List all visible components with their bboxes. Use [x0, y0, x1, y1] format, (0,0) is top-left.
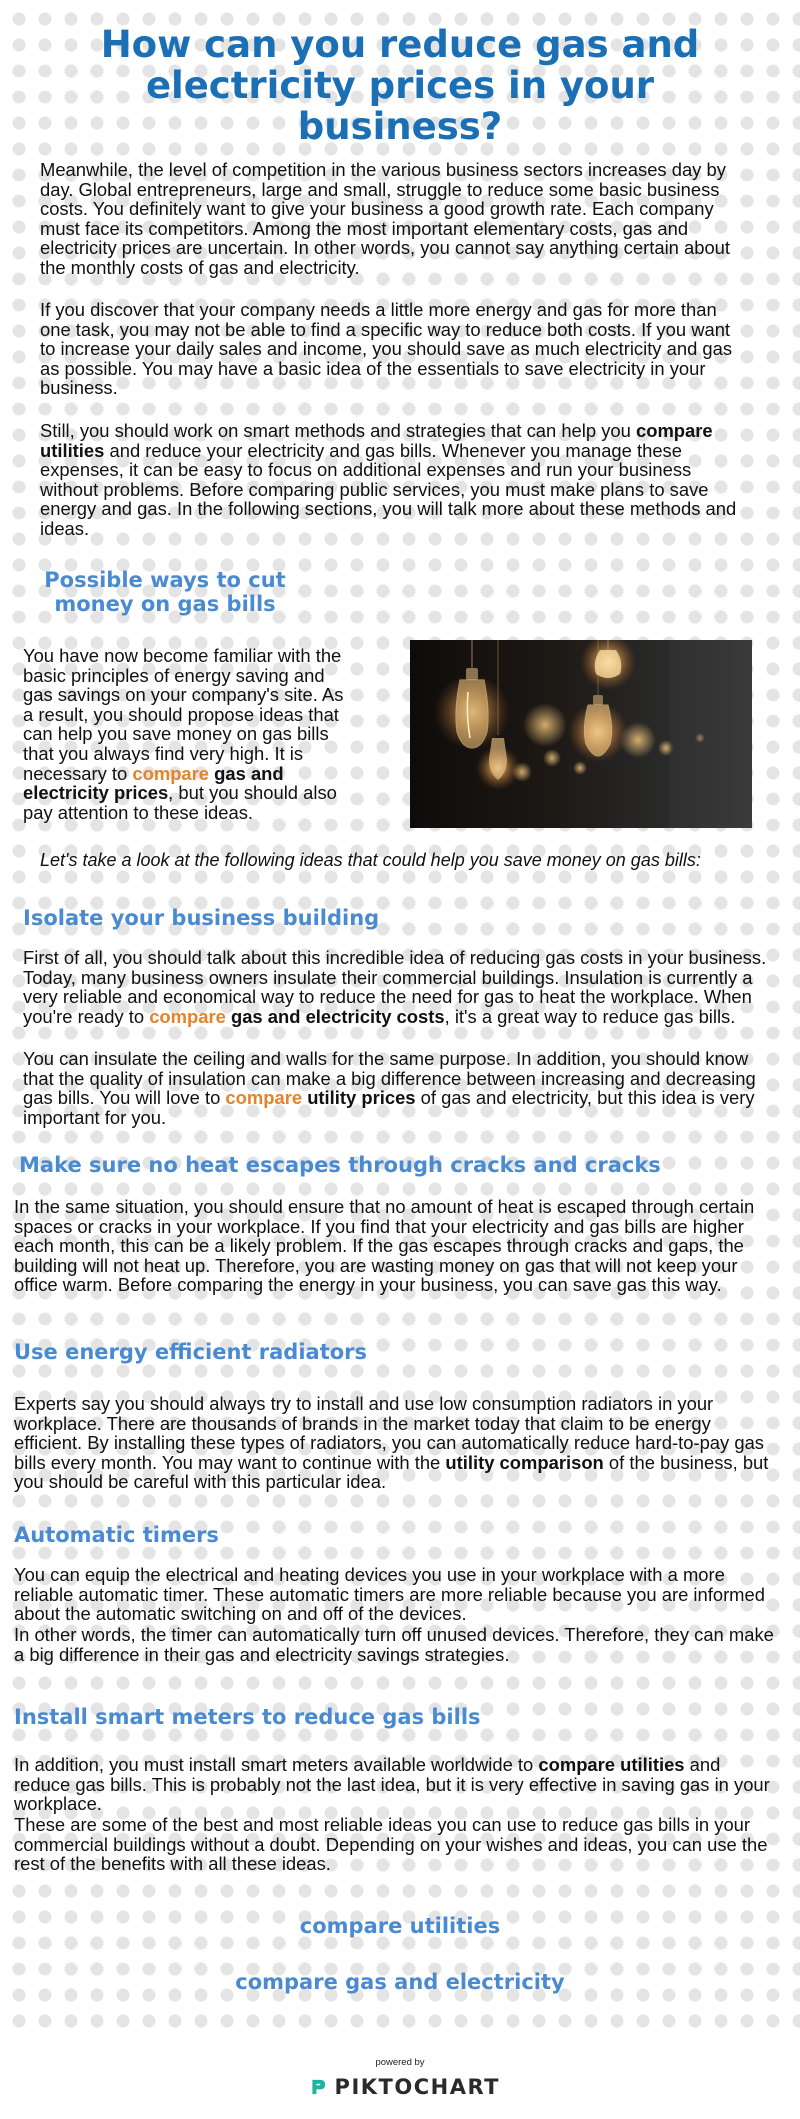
heading-isolate: Isolate your business building — [23, 906, 380, 930]
hanging-bulbs-photo — [410, 640, 752, 828]
isolate-paragraph-2 — [23, 1049, 775, 1127]
piktochart-brand[interactable] — [310, 2072, 500, 2102]
page-title-line-1: How can you reduce gas and — [100, 23, 700, 66]
timers-paragraph-1: You can equip the electrical and heating devices you use in your workplace with a more reliable automatic timer. These automatic timers are more reliable because you are informed about the automatic switching on and off of the devices. — [14, 1564, 765, 1625]
intro-p3-text-b: and reduce your electricity and gas bills. Whenever you manage these expenses, it can be easy to focus on additional expenses and run your business without problems. Before comparing public services, you must make plans to save energy and gas. In the following sections, you will talk more about these methods and ideas. — [40, 439, 737, 539]
compare-link-2[interactable]: compare — [149, 1005, 226, 1027]
compare-utilities-link[interactable]: compare utilities — [299, 1914, 501, 1938]
intro-paragraph-3 — [40, 421, 748, 539]
gas-electricity-costs-bold: gas and electricity costs — [225, 1005, 445, 1027]
heading-cracks: Make sure no heat escapes through cracks and cracks — [19, 1153, 661, 1177]
compare-utilities-bold: compare utilities — [40, 420, 713, 461]
bulbs-illustration — [410, 640, 752, 828]
powered-by-label: powered by — [375, 2057, 425, 2068]
possible-ways-text-b: , but you should also pay attention to these ideas. — [23, 782, 337, 823]
intro-paragraph-1: Meanwhile, the level of competition in the various business sectors increases day by day. Global entrepreneurs, large and small, struggle to reduce some basic business costs. You definitely want to give your business a good growth rate. Each company must face its competitors. Among the most important elementary costs, gas and electricity prices are uncertain. In other words, you cannot say anything certain about the monthly costs of gas and electricity. — [40, 159, 731, 278]
meters-paragraph-1 — [14, 1755, 776, 1814]
cracks-paragraph: In the same situation, you should ensure that no amount of heat is escaped through certain spaces or cracks in your workplace. If you find that your electricity and gas bills are higher each month, this can be a likely problem. If the gas escapes through cracks and gaps, the building will not heat up. Therefore, you are wasting money on gas that will not keep your office warm. Before comparing the energy in your business, you can save gas this way. — [14, 1196, 755, 1296]
radiators-text-a: Experts say you should always try to install and use low consumption radiators in your workplace. There are thousands of brands in the market today that claim to be energy efficient. By installing these types of radiators, you can automatically reduce hard-to-pay gas bills every month. You may want to continue with the — [14, 1393, 764, 1473]
radiators-text-b: of the business, but you should be careful with this particular idea. — [14, 1451, 769, 1493]
timers-paragraph-2: In other words, the timer can automatically turn off unused devices. Therefore, they can make a big difference in their gas and electricity savings strategies. — [14, 1624, 774, 1665]
heading-smart-meters: Install smart meters to reduce gas bills — [14, 1705, 481, 1729]
isolate-p2-text-b: of gas and electricity, but this idea is very important for you. — [23, 1087, 755, 1128]
compare-link-3[interactable]: compare — [225, 1087, 303, 1109]
ideas-intro-italic: Let's take a look at the following ideas that could help you save money on gas bills: — [40, 850, 701, 870]
heading-possible-ways-line-2: money on gas bills — [54, 592, 276, 616]
heading-possible-ways — [30, 568, 300, 616]
radiators-paragraph — [14, 1394, 776, 1492]
intro-p3-text-a: Still, you should work on smart methods and strategies that can help you — [40, 420, 636, 441]
isolate-paragraph-1 — [23, 948, 775, 1026]
meters-p1-text-b: and reduce gas bills. This is probably not the last idea, but it is very effective in saving gas in your workplace. — [14, 1754, 770, 1815]
page-title-line-2: electricity prices in your — [145, 64, 655, 107]
heading-timers: Automatic timers — [14, 1523, 219, 1547]
meters-p1-text-a: In addition, you must install smart meters available worldwide to — [14, 1754, 539, 1775]
isolate-p2-text-a: You can insulate the ceiling and walls for the same purpose. In addition, you should know that the quality of insulation can make a big difference between increasing and decreasing gas bills. You will love to — [23, 1048, 756, 1109]
utility-comparison-bold: utility comparison — [445, 1451, 604, 1473]
intro-paragraph-2: If you discover that your company needs a little more energy and gas for more than one task, you may not be able to find a specific way to reduce both costs. If you want to increase your daily sales and income, you should save as much electricity and gas as possible. You may have a basic idea of the essentials to save electricity in your business. — [40, 299, 733, 399]
gas-electricity-prices-bold: gas and electricity prices — [23, 762, 284, 804]
possible-ways-text-a: You have now become familiar with the basic principles of energy saving and gas savings on your company's site. As a result, you should propose ideas that can help you save money on gas bills that you always find very high. It is necessary to — [23, 645, 344, 784]
isolate-p1-text-b: , it's a great way to reduce gas bills. — [444, 1005, 736, 1027]
compare-link[interactable]: compare — [132, 762, 210, 784]
isolate-p1-text-a: First of all, you should talk about this incredible idea of reducing gas costs in your business. Today, many business owners insulate their commercial buildings. Insulation is currently a very reliable and economical way to reduce the need for gas to heat the workplace. When you're ready to — [23, 947, 767, 1027]
meters-paragraph-2: These are some of the best and most reliable ideas you can use to reduce gas bills in your commercial buildings without a doubt. Depending on your wishes and ideas, you can use the rest of the benefits with all these ideas. — [14, 1814, 768, 1875]
utility-prices-bold: utility prices — [302, 1087, 416, 1109]
piktochart-brand-text: PIKTOCHART — [334, 2075, 500, 2099]
possible-ways-paragraph — [23, 646, 358, 822]
heading-possible-ways-line-1: Possible ways to cut — [44, 568, 286, 592]
compare-utilities-bold-2: compare utilities — [538, 1754, 685, 1775]
page-title — [40, 24, 760, 147]
heading-radiators: Use energy efficient radiators — [14, 1340, 368, 1364]
compare-gas-electricity-link[interactable]: compare gas and electricity — [235, 1970, 565, 1994]
page-title-line-3: business? — [297, 105, 503, 148]
piktochart-logo-icon — [310, 2075, 328, 2099]
